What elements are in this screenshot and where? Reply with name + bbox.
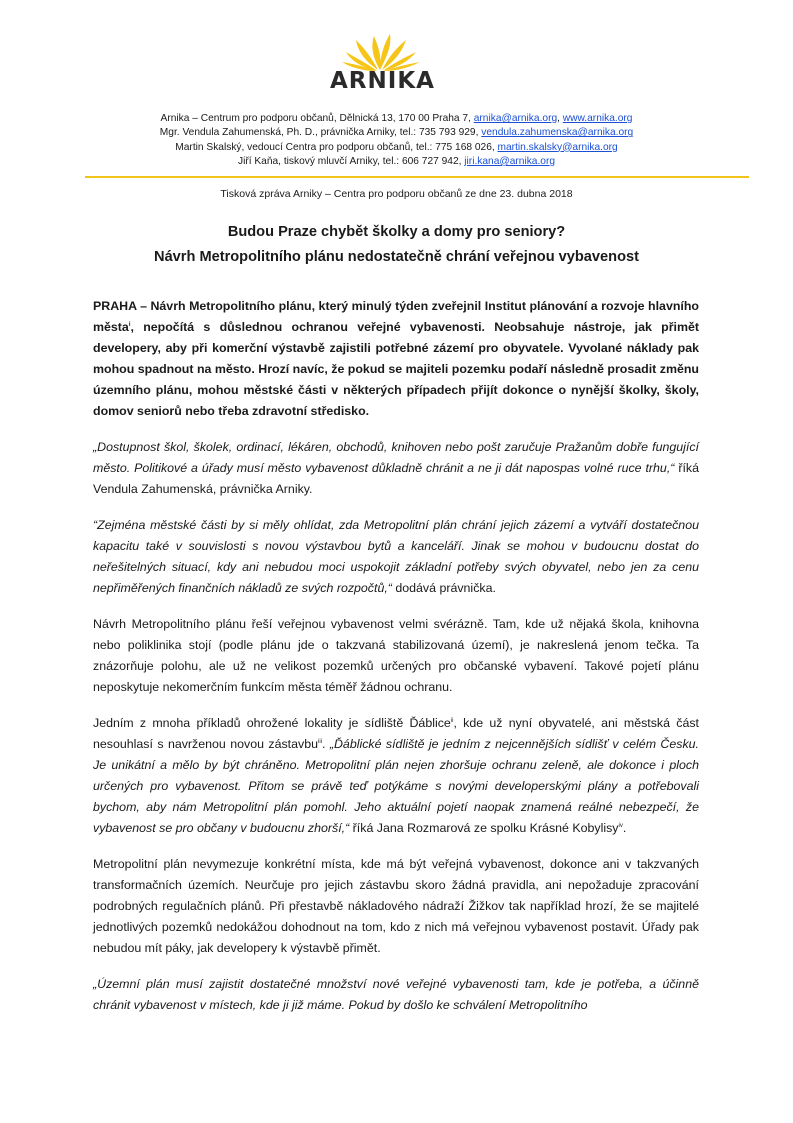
quote-attribution: říká Jana Rozmarová ze spolku Krásné Kobylisy — [349, 821, 619, 835]
press-release-date: Tisková zpráva Arniky – Centra pro podporu občanů ze dne 23. dubna 2018 — [220, 188, 573, 200]
website-link[interactable]: www.arnika.org — [562, 113, 633, 124]
headline — [85, 220, 708, 270]
quote-text: „Ďáblické sídliště je jedním z nejcennějších sídlišť v celém Česku. Je unikátní a mělo by být chráněno. Metropolitní plán nejen zhoršuje ochranu zeleně, ale dokonce i ploch určených pro vybavenost. Přitom se právě teď potýkáme s novými developerskými plány a potřebovali bychom, aby nám Metropolitní plán pomohl. Jeho aktuální pojetí naopak znamená reálné nebezpečí, že vybavenost se pro občany v budoucnu zhorší,“ — [93, 737, 699, 835]
email-link[interactable]: jiri.kana@arnika.org — [464, 155, 556, 167]
body-paragraph: Metropolitní plán nevymezuje konkrétní místa, kde má být veřejná vybavenost, dokonce ani v takzvaných transformačních územích. Neurčuje pro jejich zástavbu skoro žádná pravidla, ani nepožaduje zpracování podrobných regulačních plánů. Při přestavbě nákladového nádraží Žižkov tak například hrozí, že se majitelé jednotlivých pozemků nedokážou dohodnout na tom, kdo z nich má veřejnou vybavenost postavit. Úřady pak nebudou mít páky, jak developery k výstavbě přimět. — [93, 857, 699, 955]
headline-line-2: Návrh Metropolitního plánu nedostatečně chrání veřejnou vybavenost — [154, 249, 639, 265]
sun-rays-icon — [330, 30, 430, 72]
footnote-marker: i — [128, 321, 131, 328]
headline-line-1: Budou Praze chybět školky a domy pro seniory? — [227, 224, 566, 240]
arnika-logo — [330, 30, 435, 96]
quote-attribution: dodává právnička. — [391, 581, 496, 595]
lead-paragraph: PRAHA – Návrh Metropolitního plánu, který minulý týden zveřejnil Institut plánování a rozvoje hlavního města$^i$, nepočítá s důslednou ochranou veřejné vybavenosti. Neobsahuje nástroje, jak přimět developery, aby při komerční výstavbě zajistili potřebné zázemí pro obyvatele. Vyvolané náklady pak mohou spadnout na město. Hrozí navíc, že pokud se majiteli pozemku podaří následně prosadit změnu územního plánu, mohou městské části v některých případech přijít dokonce o nynější školky, školy, domov seniorů nebo třeba zdravotní středisko. — [93, 299, 699, 418]
body-paragraph: Návrh Metropolitního plánu řeší veřejnou vybavenost velmi svérázně. Tam, kde už nějaká škola, knihovna nebo poliklinika stojí (podle plánu jde o takzvaná stabilizovaná území), je nakreslená jenom tečka. Ta znázorňuje polohu, ale už ne velikost pozemků určených pro občanské vybavení. Takové pojetí plánu neposkytuje nekomerčním funkcím města téměř žádnou ochranu. — [93, 617, 699, 694]
quote-text: „Dostupnost škol, školek, ordinací, lékáren, obchodů, knihoven nebo pošt zaručuje Pražanům dobře fungující město. Politikové a úřady musí město vybavenost důkladně chránit a ne ji dát napospas volné ruce trhu,“ — [93, 440, 699, 475]
quote-attribution: říká Vendula Zahumenská, právnička Arniky. — [93, 461, 699, 496]
contact-line: Mgr. Vendula Zahumenská, Ph. D., právnička Arniky, tel.: 735 793 929, vendula.zahumenska@arnika.org — [159, 127, 634, 139]
logo-wordmark: ARNIKA — [330, 68, 435, 94]
article-body — [93, 296, 699, 1031]
header-divider — [85, 176, 749, 178]
email-link[interactable]: martin.skalsky@arnika.org — [497, 141, 618, 153]
contact-block — [100, 112, 693, 169]
quote-text: “Zejména městské části by si měly ohlídat, zda Metropolitní plán chrání jejich zázemí a vytváří dostatečnou kapacitu také v souvislosti s novou výstavbou bytů a kanceláří. Jinak se mohou v budoucnu dostat do neřešitelných situací, kdy ani nebudou moci uspokojit základní potřeby svých obyvatel, nebo jen za cenu nepřiměřených finančních nákladů ze svých rozpočtů,“ — [93, 518, 699, 595]
body-paragraph: Jedním z mnoha příkladů ohrožené lokality je sídliště Ďáblice$^{ii}$, kde už nyní obyvatelé, ani městská část nesouhlasí s navrženou novou zástavbu$^{iii}$. „Ďáblické sídliště je jedním z nejcennějších sídlišť v celém Česku. Je unikátní a mělo by být chráněno. Metropolitní plán nejen zhoršuje ochranu zeleně, ale dokonce i ploch určených pro vybavenost. Přitom se právě teď potýkáme s novými developerskými plány a potřebovali bychom, aby nám Metropolitní plán pomohl. Jeho aktuální pojetí naopak znamená reálné nebezpečí, že vybavenost se pro občany v budoucnu zhorší,“ říká Jana Rozmarová ze spolku Krásné Kobylisy$^{iv}$. — [93, 716, 699, 835]
quote-paragraph — [93, 515, 699, 599]
footnote-marker: iii — [318, 738, 322, 745]
contact-line: Jiří Kaňa, tiskový mluvčí Arniky, tel.: 606 727 942, jiri.kana@arnika.org — [237, 155, 556, 167]
footnote-marker: iv — [618, 822, 623, 829]
email-link[interactable]: vendula.zahumenska@arnika.org — [481, 127, 634, 139]
contact-line: Arnika – Centrum pro podporu občanů, Dělnická 13, 170 00 Praha 7, arnika@arnika.org, www.arnika.org — [160, 113, 633, 124]
footnote-marker: ii — [450, 717, 454, 724]
contact-line: Martin Skalský, vedoucí Centra pro podporu občanů, tel.: 775 168 026, martin.skalsky@arnika.org — [175, 141, 618, 153]
quote-paragraph — [93, 437, 699, 500]
email-link[interactable]: arnika@arnika.org — [473, 113, 558, 124]
quote-paragraph — [93, 974, 699, 1016]
quote-text: „Územní plán musí zajistit dostatečné množství nové veřejné vybavenosti tam, kde je potřeba, a účinně chránit vybavenost v místech, kde ji již máme. Pokud by došlo ke schválení Metropolitního — [93, 977, 699, 1012]
